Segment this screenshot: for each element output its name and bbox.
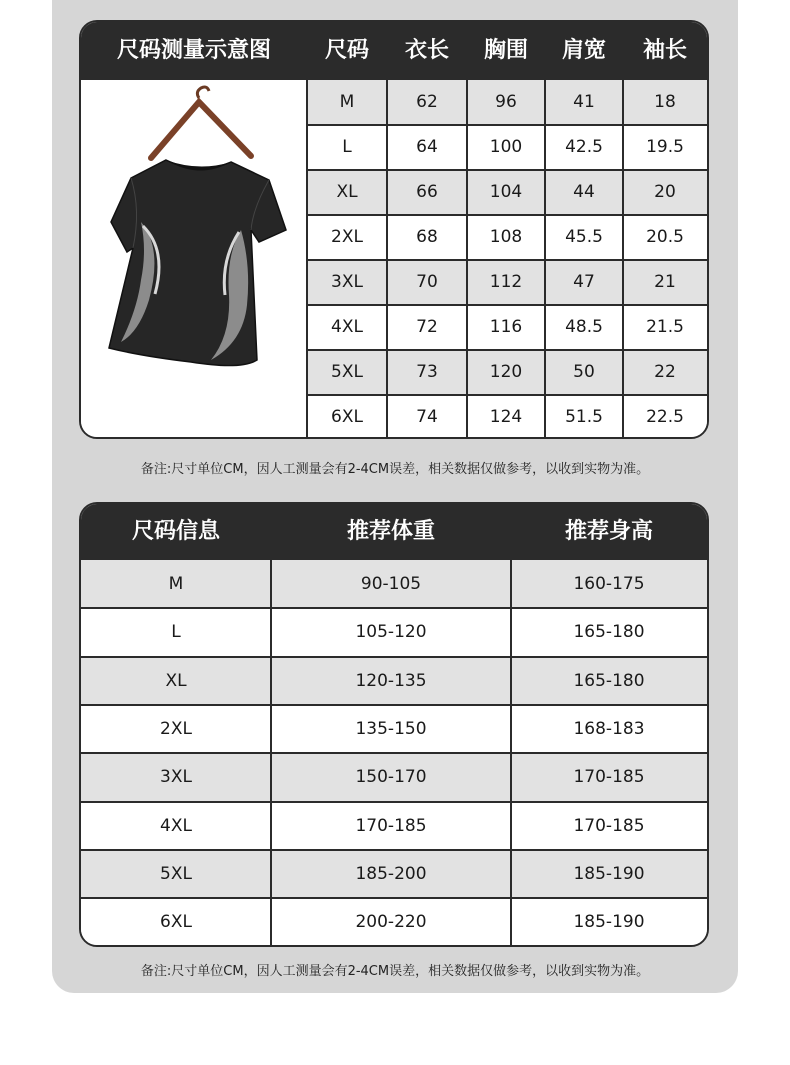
column-divider bbox=[510, 560, 512, 946]
table-header bbox=[81, 22, 707, 80]
table-cell: 66 bbox=[387, 170, 467, 215]
size-measurement-table bbox=[79, 20, 709, 439]
note-top: 备注:尺寸单位CM，因人工测量会有2-4CM误差，相关数据仅做参考，以收到实物为准。 bbox=[140, 462, 650, 477]
table-cell: 165-180 bbox=[511, 608, 707, 656]
table-cell: 18 bbox=[623, 80, 707, 125]
table-cell: XL bbox=[307, 170, 387, 215]
table-cell: 68 bbox=[387, 215, 467, 260]
table-cell: 96 bbox=[467, 80, 545, 125]
table-cell: 112 bbox=[467, 260, 545, 305]
header-length: 衣长 bbox=[404, 38, 449, 63]
row-divider bbox=[81, 656, 707, 658]
table-cell: 170-185 bbox=[511, 753, 707, 801]
table-cell: 3XL bbox=[307, 260, 387, 305]
table-cell: 73 bbox=[387, 350, 467, 395]
table-cell: 42.5 bbox=[545, 125, 623, 170]
row-divider bbox=[307, 169, 707, 171]
header-shoulder: 肩宽 bbox=[561, 38, 606, 63]
table-cell: 47 bbox=[545, 260, 623, 305]
column-divider bbox=[622, 80, 624, 439]
table-cell: 44 bbox=[545, 170, 623, 215]
table-cell: 22.5 bbox=[623, 395, 707, 439]
header-size-info: 尺码信息 bbox=[131, 519, 220, 544]
row-divider bbox=[81, 752, 707, 754]
table-cell: 41 bbox=[545, 80, 623, 125]
table-cell: 4XL bbox=[81, 802, 271, 850]
table-cell: L bbox=[307, 125, 387, 170]
row-divider bbox=[307, 124, 707, 126]
table-cell: 185-190 bbox=[511, 898, 707, 946]
table-cell: 124 bbox=[467, 395, 545, 439]
table-cell: 62 bbox=[387, 80, 467, 125]
table-cell: 135-150 bbox=[271, 705, 511, 753]
table-cell: 74 bbox=[387, 395, 467, 439]
table-cell: 20.5 bbox=[623, 215, 707, 260]
table-cell: 5XL bbox=[81, 850, 271, 898]
table-cell: 6XL bbox=[307, 395, 387, 439]
column-divider bbox=[270, 560, 272, 946]
table-cell: 165-180 bbox=[511, 657, 707, 705]
table-cell: 19.5 bbox=[623, 125, 707, 170]
table-header bbox=[81, 504, 707, 560]
header-height: 推荐身高 bbox=[564, 519, 653, 544]
header-diagram: 尺码测量示意图 bbox=[116, 38, 271, 63]
table-cell: 170-185 bbox=[511, 802, 707, 850]
table-cell: M bbox=[307, 80, 387, 125]
table-cell: 22 bbox=[623, 350, 707, 395]
table-cell: 21.5 bbox=[623, 305, 707, 350]
table-cell: 185-190 bbox=[511, 850, 707, 898]
row-divider bbox=[307, 349, 707, 351]
table-cell: 200-220 bbox=[271, 898, 511, 946]
table-cell: 120 bbox=[467, 350, 545, 395]
table-cell: 160-175 bbox=[511, 560, 707, 608]
table-cell: 72 bbox=[387, 305, 467, 350]
table-cell: 100 bbox=[467, 125, 545, 170]
table-cell: 50 bbox=[545, 350, 623, 395]
table-cell: 70 bbox=[387, 260, 467, 305]
row-divider bbox=[307, 304, 707, 306]
table-cell: 150-170 bbox=[271, 753, 511, 801]
column-divider bbox=[466, 80, 468, 439]
row-divider bbox=[81, 704, 707, 706]
table-cell: 108 bbox=[467, 215, 545, 260]
header-weight: 推荐体重 bbox=[346, 519, 435, 544]
table-cell: 170-185 bbox=[271, 802, 511, 850]
table-cell: 64 bbox=[387, 125, 467, 170]
column-divider bbox=[306, 80, 308, 439]
header-chest: 胸围 bbox=[483, 38, 528, 63]
table-cell: 4XL bbox=[307, 305, 387, 350]
tshirt-icon bbox=[81, 80, 307, 439]
table-cell: 105-120 bbox=[271, 608, 511, 656]
header-sleeve: 袖长 bbox=[642, 38, 687, 63]
table-cell: 48.5 bbox=[545, 305, 623, 350]
row-divider bbox=[81, 607, 707, 609]
row-divider bbox=[307, 214, 707, 216]
table-cell: 120-135 bbox=[271, 657, 511, 705]
table-cell: 21 bbox=[623, 260, 707, 305]
row-divider bbox=[307, 259, 707, 261]
column-divider bbox=[386, 80, 388, 439]
table-cell: L bbox=[81, 608, 271, 656]
column-divider bbox=[544, 80, 546, 439]
header-size: 尺码 bbox=[324, 38, 369, 63]
table-cell: 168-183 bbox=[511, 705, 707, 753]
table-cell: 45.5 bbox=[545, 215, 623, 260]
table-cell: 104 bbox=[467, 170, 545, 215]
table-cell: 2XL bbox=[307, 215, 387, 260]
table-cell: 3XL bbox=[81, 753, 271, 801]
table-cell: 116 bbox=[467, 305, 545, 350]
note-bottom: 备注:尺寸单位CM，因人工测量会有2-4CM误差，相关数据仅做参考，以收到实物为准。 bbox=[140, 964, 650, 979]
row-divider bbox=[81, 897, 707, 899]
shirt-diagram bbox=[81, 80, 307, 439]
table-cell: 185-200 bbox=[271, 850, 511, 898]
table-cell: XL bbox=[81, 657, 271, 705]
table-cell: 20 bbox=[623, 170, 707, 215]
table-cell: 6XL bbox=[81, 898, 271, 946]
table-cell: 2XL bbox=[81, 705, 271, 753]
row-divider bbox=[81, 849, 707, 851]
row-divider bbox=[81, 801, 707, 803]
table-cell: M bbox=[81, 560, 271, 608]
row-divider bbox=[307, 394, 707, 396]
size-recommendation-table bbox=[79, 502, 709, 947]
table-cell: 51.5 bbox=[545, 395, 623, 439]
table-cell: 5XL bbox=[307, 350, 387, 395]
table-cell: 90-105 bbox=[271, 560, 511, 608]
